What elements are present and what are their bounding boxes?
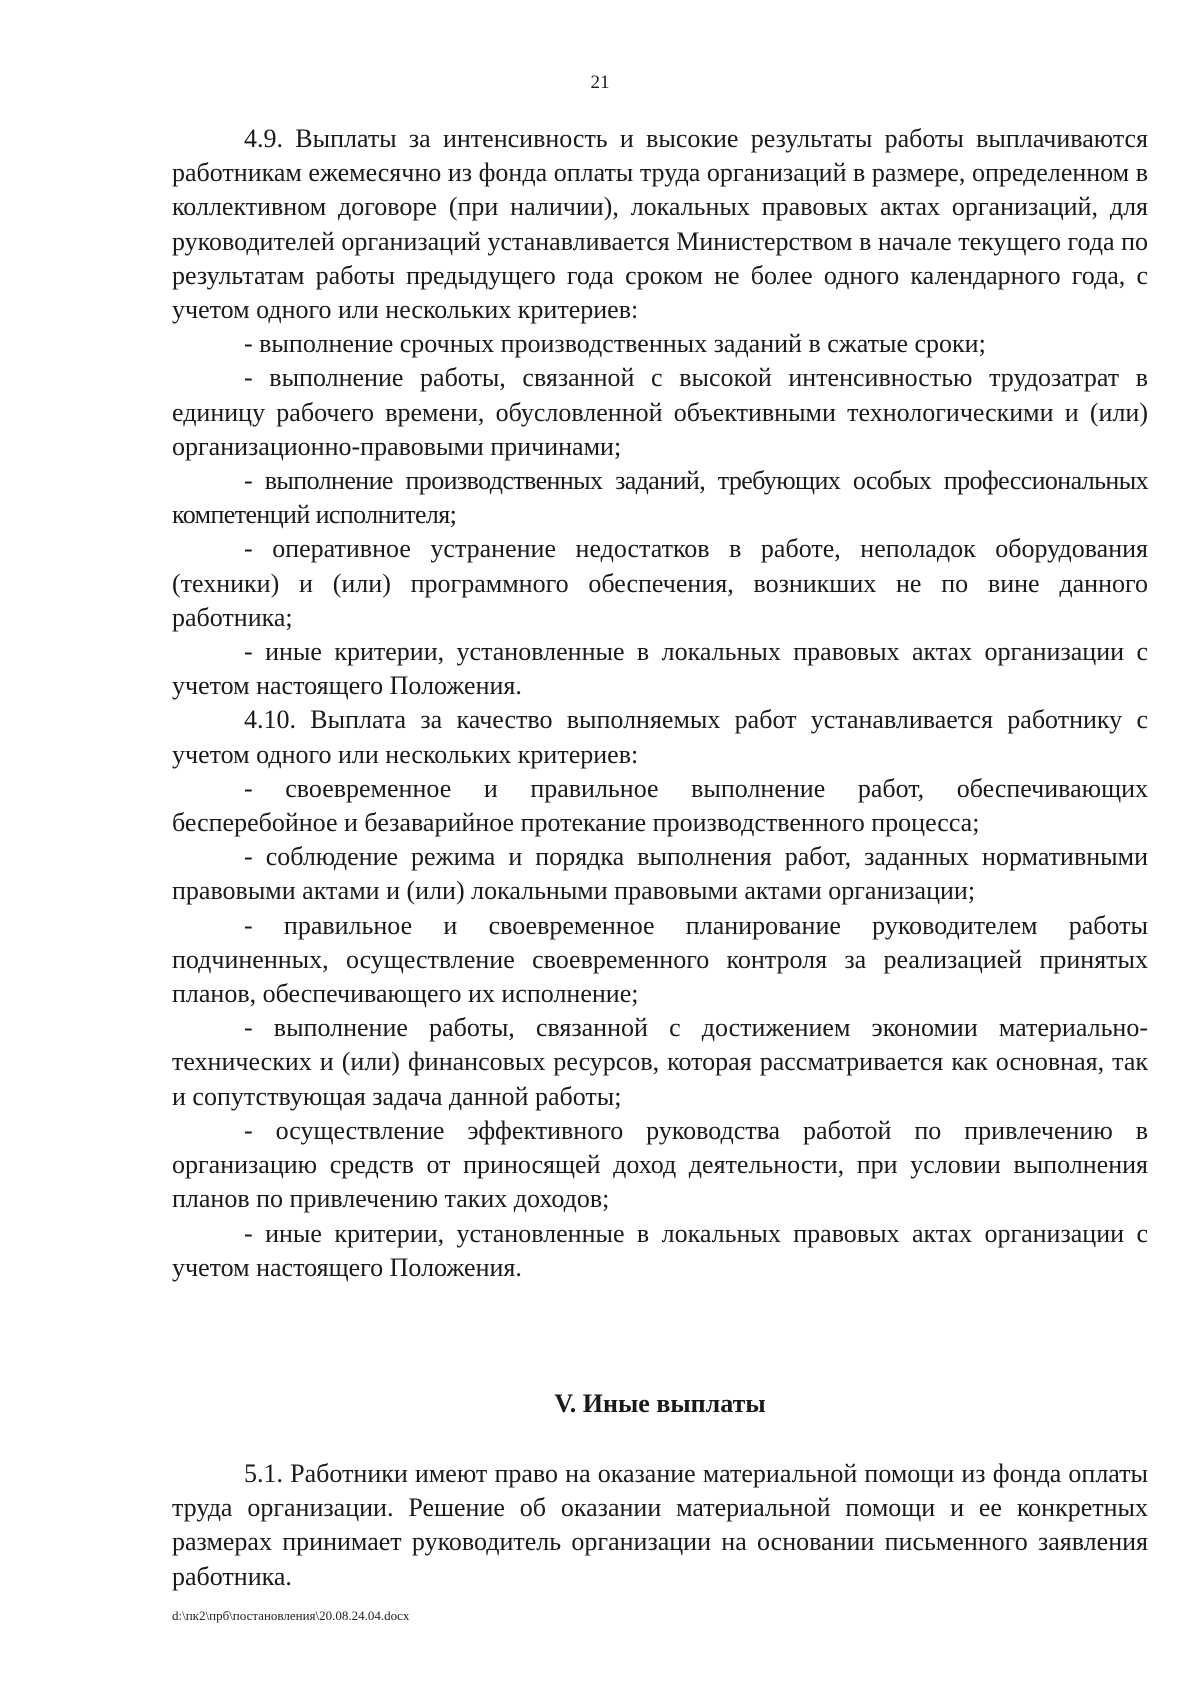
paragraph-4-9: 4.9. Выплаты за интенсивность и высокие результаты работы выплачиваются работникам ежемесячно из фонда оплаты труда организаций в размере, определенном в коллективном договоре (при наличии), локальных правовых актах организаций, для руководителей организаций устанавливается Министерством в начале текущего года по результатам работы предыдущего года сроком не более одного календарного года, с учетом одного или нескольких критериев:	[172, 124, 1148, 325]
document-body	[172, 122, 1148, 1285]
list-item: - иные критерии, установленные в локальных правовых актах организации с учетом настоящего Положения.	[172, 637, 1148, 701]
list-item: - иные критерии, установленные в локальных правовых актах организации с учетом настоящего Положения.	[172, 1218, 1148, 1282]
paragraph-4-10: 4.10. Выплата за качество выполняемых работ устанавливается работнику с учетом одного или нескольких критериев:	[172, 705, 1148, 769]
list-item: - выполнение производственных заданий, требующих особых профессиональных компетенций исполнителя;	[172, 466, 1148, 530]
list-item: - своевременное и правильное выполнение работ, обеспечивающих бесперебойное и безаварийное протекание производственного процесса;	[172, 773, 1148, 838]
footer-file-path: d:\пк2\прб\постановления\20.08.24.04.docx	[172, 1608, 410, 1623]
list-item: - соблюдение режима и порядка выполнения работ, заданных нормативными правовыми актами и (или) локальными правовыми актами организации;	[172, 842, 1148, 906]
paragraph-5-1: 5.1. Работники имеют право на оказание материальной помощи из фонда оплаты труда организации. Решение об оказании материальной помощи и ее конкретных размерах принимает руководитель организации на основании письменного заявления работника.	[172, 1459, 1148, 1591]
list-item: - выполнение срочных производственных заданий в сжатые сроки;	[244, 329, 986, 359]
list-item: - осуществление эффективного руководства работой по привлечению в организацию средств от приносящей доход деятельности, при условии выполнения планов по привлечению таких доходов;	[172, 1115, 1148, 1214]
section-body	[172, 1457, 1148, 1594]
section-heading: V. Иные выплаты	[554, 1389, 766, 1418]
page-number: 21	[590, 72, 610, 93]
list-item: - правильное и своевременное планирование руководителем работы подчиненных, осуществление своевременного контроля за реализацией принятых планов, обеспечивающего их исполнение;	[172, 910, 1148, 1009]
list-item: - оперативное устранение недостатков в работе, неполадок оборудования (техники) и (или) программного обеспечения, возникших не по вине данного работника;	[172, 534, 1148, 632]
list-item: - выполнение работы, связанной с высокой интенсивностью трудозатрат в единицу рабочего времени, обусловленной объективными технологическими и (или) организационно-правовыми причинами;	[172, 363, 1148, 461]
list-item: - выполнение работы, связанной с достижением экономии материально-технических и (или) финансовых ресурсов, которая рассматривается как основная, так и сопутствующая задача данной работы;	[172, 1013, 1148, 1111]
